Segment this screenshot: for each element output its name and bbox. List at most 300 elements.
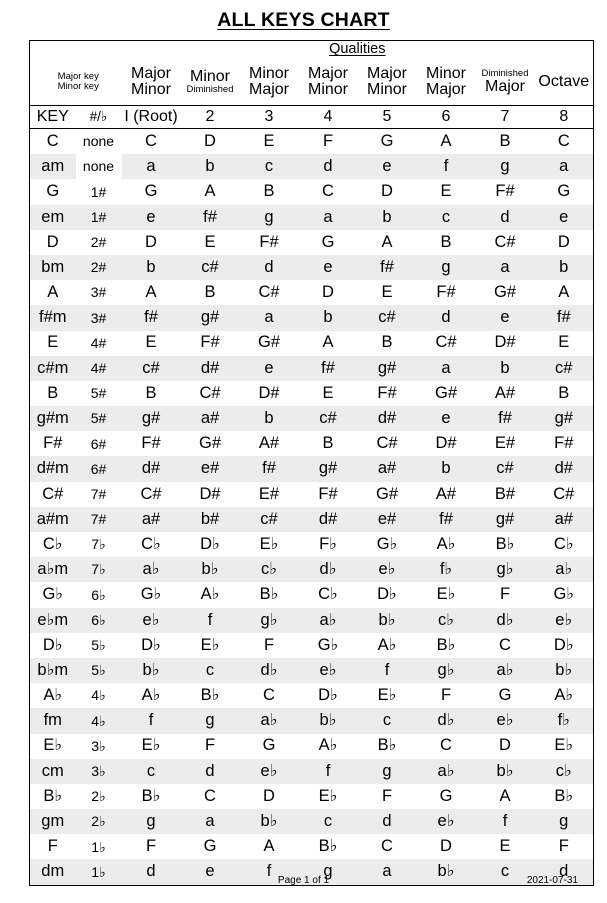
quality-header-8 <box>535 59 594 106</box>
cell-degree-6: A♭ <box>436 534 456 553</box>
cell-degree-3: c# <box>240 507 299 532</box>
table-row <box>30 381 594 406</box>
cell-degree-3: a <box>240 305 299 330</box>
table-row <box>30 834 594 859</box>
cell-degree-6: D# <box>435 434 457 453</box>
cell-degree-1: g# <box>122 406 181 431</box>
cell-degree-4: A <box>322 333 334 352</box>
cell-degree-7: g# <box>476 507 535 532</box>
table-body <box>30 41 594 886</box>
cell-degree-3: E♭ <box>259 534 279 553</box>
degree-header-5: 5 <box>358 106 417 129</box>
table-row <box>30 280 594 305</box>
table-row <box>30 305 594 330</box>
cell-degree-7: a <box>476 255 535 280</box>
cell-degree-4: F <box>322 131 334 150</box>
cell-degree-7: c <box>476 859 535 885</box>
cell-degree-1: d <box>122 859 181 885</box>
cell-degree-7: B# <box>494 484 516 503</box>
cell-degree-3: F <box>263 635 275 654</box>
cell-degree-2: g# <box>181 305 240 330</box>
cell-degree-1: D <box>145 232 157 251</box>
cell-degree-5: g# <box>358 356 417 381</box>
cell-degree-5: c <box>358 708 417 733</box>
table-row <box>30 708 594 733</box>
cell-degree-6: A# <box>435 484 457 503</box>
cell-key: cm <box>30 759 76 784</box>
cell-degree-3: g♭ <box>240 608 299 633</box>
cell-degree-6: g♭ <box>417 658 476 683</box>
cell-degree-5: A <box>381 232 393 251</box>
table-row <box>30 456 594 481</box>
cell-degree-8: e <box>535 205 594 230</box>
cell-degree-5: B <box>381 333 393 352</box>
cell-degree-5: b <box>358 205 417 230</box>
degree-header-4: 4 <box>299 106 358 129</box>
cell-degree-2: F <box>204 736 216 755</box>
cell-degree-1: D♭ <box>141 635 161 654</box>
cell-key: D <box>46 232 59 251</box>
cell-key: b♭m <box>30 658 76 683</box>
cell-degree-8: C# <box>553 484 575 503</box>
cell-key: d#m <box>30 456 76 481</box>
cell-key: dm <box>30 859 76 885</box>
page-number: Page 1 of 1 <box>277 875 330 886</box>
table-row <box>30 809 594 834</box>
cell-degree-7: B♭ <box>495 534 515 553</box>
cell-degree-5: f <box>358 658 417 683</box>
cell-degree-2: b♭ <box>181 557 240 582</box>
qualities-spacer <box>30 41 122 60</box>
cell-degree-7: F <box>499 585 511 604</box>
cell-accidental: 4# <box>76 356 122 381</box>
cell-degree-5: d <box>358 809 417 834</box>
cell-degree-1: g <box>122 809 181 834</box>
cell-degree-8: F# <box>554 434 574 453</box>
table-row <box>30 482 594 507</box>
cell-degree-5: F# <box>377 383 397 402</box>
quality-major: Diminished <box>481 68 529 80</box>
cell-degree-4: d# <box>299 507 358 532</box>
cell-degree-4: F♭ <box>319 534 337 553</box>
cell-accidental: none <box>76 154 122 179</box>
cell-degree-6: e♭ <box>417 809 476 834</box>
table-row <box>30 734 594 759</box>
cell-degree-3: d <box>240 255 299 280</box>
cell-degree-5: B♭ <box>377 736 397 755</box>
table-row <box>30 633 594 658</box>
cell-degree-1: e <box>122 205 181 230</box>
cell-key: E♭ <box>43 736 63 755</box>
quality-major: Octave <box>538 73 590 90</box>
cell-accidental: 6# <box>76 456 122 481</box>
cell-degree-8: E♭ <box>554 736 574 755</box>
cell-accidental: 2# <box>76 255 122 280</box>
cell-degree-3: d♭ <box>240 658 299 683</box>
cell-degree-2: C <box>204 786 216 805</box>
cell-degree-8: d <box>535 859 594 885</box>
cell-degree-1: c <box>122 759 181 784</box>
cell-degree-5: f# <box>358 255 417 280</box>
cell-degree-2: D# <box>199 484 221 503</box>
quality-header-7 <box>476 59 535 106</box>
cell-degree-3: g <box>240 205 299 230</box>
cell-degree-1: A♭ <box>141 686 161 705</box>
cell-degree-5: c# <box>358 305 417 330</box>
cell-degree-2: f <box>181 608 240 633</box>
cell-degree-3: f <box>240 859 299 885</box>
quality-header-3 <box>240 59 299 106</box>
cell-degree-2: B <box>204 283 216 302</box>
cell-degree-4: f# <box>299 356 358 381</box>
cell-degree-4: B♭ <box>318 837 338 856</box>
cell-degree-6: F <box>440 686 452 705</box>
table-row <box>30 784 594 809</box>
cell-degree-4: e♭ <box>299 658 358 683</box>
quality-major: Minor <box>248 65 289 82</box>
cell-degree-4: f <box>299 759 358 784</box>
cell-degree-2: b <box>181 154 240 179</box>
cell-degree-7: C# <box>494 232 516 251</box>
cell-degree-5: C <box>381 837 393 856</box>
cell-degree-8: G♭ <box>553 585 575 604</box>
quality-stack <box>476 69 535 95</box>
cell-accidental: 2♭ <box>76 809 122 834</box>
cell-degree-2: C# <box>199 383 221 402</box>
cell-degree-4: g# <box>299 456 358 481</box>
cell-degree-4: A♭ <box>318 736 338 755</box>
cell-degree-4: a♭ <box>299 608 358 633</box>
cell-degree-4: d♭ <box>299 557 358 582</box>
cell-degree-7: e <box>476 305 535 330</box>
cell-accidental: 4# <box>90 334 107 351</box>
cell-accidental: 1♭ <box>91 838 106 855</box>
cell-degree-2: a# <box>181 406 240 431</box>
cell-degree-4: D♭ <box>318 686 338 705</box>
cell-degree-4: C <box>322 182 334 201</box>
cell-degree-2: a <box>181 809 240 834</box>
cell-degree-1: E <box>145 333 157 352</box>
cell-degree-3: c♭ <box>240 557 299 582</box>
cell-degree-5: e# <box>358 507 417 532</box>
cell-accidental: none <box>76 129 122 155</box>
cell-degree-5: E <box>381 283 393 302</box>
cell-degree-4: C♭ <box>318 585 338 604</box>
table-row <box>30 557 594 582</box>
cell-degree-8: C <box>557 131 570 150</box>
cell-degree-5: D <box>381 182 393 201</box>
cell-degree-8: e♭ <box>535 608 594 633</box>
cell-degree-6: f# <box>417 507 476 532</box>
quality-major: Major <box>307 65 348 82</box>
accidental-column-header: #/♭ <box>76 106 122 129</box>
table-row <box>30 129 594 155</box>
cell-degree-3: F# <box>259 232 279 251</box>
page-footer <box>29 875 578 891</box>
cell-accidental: 2# <box>90 234 107 250</box>
cell-degree-7: D# <box>494 333 516 352</box>
cell-degree-4: b♭ <box>299 708 358 733</box>
cell-degree-5: d# <box>358 406 417 431</box>
cell-degree-8: f# <box>535 305 594 330</box>
cell-degree-6: C <box>440 736 452 755</box>
cell-degree-8: a♭ <box>535 557 594 582</box>
cell-accidental: 5♭ <box>91 637 106 653</box>
cell-degree-1: B <box>145 383 157 402</box>
cell-degree-3: B♭ <box>259 585 279 604</box>
cell-degree-2: B♭ <box>200 686 220 705</box>
all-keys-table <box>29 40 594 886</box>
cell-degree-3: A <box>263 837 275 856</box>
cell-degree-6: B <box>440 232 452 251</box>
cell-accidental: 3# <box>90 284 107 301</box>
quality-minor: Major <box>425 81 466 98</box>
table-row <box>30 205 594 230</box>
cell-key: bm <box>30 255 76 280</box>
cell-degree-1: E♭ <box>141 736 161 755</box>
minor-key-label: Minor key <box>57 81 99 92</box>
cell-degree-1: b♭ <box>122 658 181 683</box>
cell-degree-6: B♭ <box>436 635 456 654</box>
cell-degree-6: E♭ <box>436 585 456 604</box>
cell-degree-2: E♭ <box>200 635 220 654</box>
root-column-header: I (Root) <box>122 106 181 129</box>
cell-degree-2: b# <box>181 507 240 532</box>
cell-degree-3: D# <box>258 383 280 402</box>
cell-degree-5: G <box>380 131 394 150</box>
cell-degree-7: E# <box>494 434 516 453</box>
cell-degree-1: a# <box>122 507 181 532</box>
quality-minor: Major <box>484 77 525 95</box>
table-row <box>30 356 594 381</box>
cell-degree-4: F# <box>318 484 338 503</box>
cell-degree-7: D <box>499 736 511 755</box>
cell-degree-1: C# <box>140 484 162 503</box>
cell-accidental: 6♭ <box>76 608 122 633</box>
cell-degree-4: G♭ <box>317 635 339 654</box>
cell-degree-1: G <box>144 182 158 201</box>
cell-degree-3: E <box>263 131 275 150</box>
cell-degree-6: b♭ <box>417 859 476 885</box>
cell-degree-7: b <box>476 356 535 381</box>
cell-accidental: 4♭ <box>91 687 106 704</box>
cell-degree-3: b♭ <box>240 809 299 834</box>
cell-degree-7: g♭ <box>476 557 535 582</box>
page-title <box>0 0 607 32</box>
cell-degree-6: b <box>417 456 476 481</box>
all-keys-table-wrapper <box>29 40 590 886</box>
table-row <box>30 532 594 557</box>
cell-accidental: 6♭ <box>91 586 106 603</box>
cell-degree-4: E♭ <box>318 786 338 805</box>
page-title-text: ALL KEYS CHART <box>217 9 390 31</box>
cell-degree-7: a♭ <box>476 658 535 683</box>
cell-degree-2: e <box>181 859 240 885</box>
cell-degree-1: c# <box>122 356 181 381</box>
cell-key: e♭m <box>30 608 76 633</box>
cell-degree-2: d <box>181 759 240 784</box>
cell-degree-5: A♭ <box>377 635 397 654</box>
cell-accidental: 3♭ <box>76 759 122 784</box>
cell-key: A♭ <box>43 686 63 705</box>
cell-degree-7: E <box>499 837 511 856</box>
cell-degree-8: G <box>557 182 571 201</box>
cell-key: C♭ <box>42 534 63 553</box>
cell-degree-3: D <box>263 786 275 805</box>
cell-degree-6: G <box>439 786 453 805</box>
cell-key: em <box>30 205 76 230</box>
cell-degree-6: E <box>440 182 452 201</box>
cell-accidental: 5# <box>76 406 122 431</box>
cell-degree-7: f# <box>476 406 535 431</box>
cell-degree-1: f# <box>122 305 181 330</box>
cell-degree-3: e <box>240 356 299 381</box>
degree-header-2: 2 <box>181 106 240 129</box>
cell-key: gm <box>30 809 76 834</box>
quality-major: Minor <box>189 68 230 86</box>
cell-accidental: 7# <box>90 485 107 502</box>
cell-degree-5: G♭ <box>376 534 398 553</box>
cell-degree-6: D <box>440 837 452 856</box>
cell-degree-6: a <box>417 356 476 381</box>
cell-accidental: 3# <box>76 305 122 330</box>
table-row <box>30 255 594 280</box>
cell-degree-5: e <box>358 154 417 179</box>
cell-degree-7: f <box>476 809 535 834</box>
cell-degree-7: e♭ <box>476 708 535 733</box>
cell-degree-8: d# <box>535 456 594 481</box>
quality-minor: Diminished <box>186 84 234 96</box>
cell-degree-4: D <box>322 283 334 302</box>
quality-major: Major <box>366 65 407 82</box>
degree-header-8: 8 <box>535 106 594 129</box>
table-row <box>30 431 594 456</box>
table-row <box>30 406 594 431</box>
cell-accidental: 4♭ <box>76 708 122 733</box>
table-row <box>30 331 594 356</box>
cell-degree-6: a♭ <box>417 759 476 784</box>
cell-key: a♭m <box>30 557 76 582</box>
cell-degree-1: F <box>145 837 157 856</box>
cell-key: F# <box>43 434 63 453</box>
degree-header-6: 6 <box>417 106 476 129</box>
cell-degree-7: c# <box>476 456 535 481</box>
quality-stack <box>299 66 358 98</box>
key-column-header: KEY <box>30 106 76 129</box>
cell-degree-4: E <box>322 383 334 402</box>
cell-degree-3: c <box>240 154 299 179</box>
quality-stack <box>535 74 594 90</box>
cell-degree-8: f♭ <box>535 708 594 733</box>
cell-key: g#m <box>30 406 76 431</box>
cell-accidental: 1♭ <box>76 859 122 885</box>
table-row <box>30 507 594 532</box>
cell-key: f#m <box>30 305 76 330</box>
degree-header-row <box>30 106 594 129</box>
cell-key: C# <box>42 484 64 503</box>
cell-degree-7: A# <box>494 383 516 402</box>
major-key-label: Major key <box>57 71 99 83</box>
cell-degree-8: c♭ <box>535 759 594 784</box>
cell-degree-6: g <box>417 255 476 280</box>
cell-accidental: 1# <box>76 205 122 230</box>
cell-degree-3: C <box>263 686 275 705</box>
cell-degree-8: g <box>535 809 594 834</box>
cell-degree-2: A♭ <box>200 585 220 604</box>
cell-degree-8: A <box>558 283 570 302</box>
cell-degree-6: f♭ <box>417 557 476 582</box>
quality-minor: Minor <box>366 81 407 98</box>
cell-key: a#m <box>30 507 76 532</box>
cell-degree-6: A <box>440 131 452 150</box>
cell-degree-7: C <box>499 635 511 654</box>
key-type-labels <box>30 59 122 106</box>
quality-major: Major <box>130 65 171 82</box>
cell-key: D♭ <box>42 635 63 654</box>
cell-key: G <box>46 182 60 201</box>
cell-degree-7: d♭ <box>476 608 535 633</box>
cell-degree-4: b <box>299 305 358 330</box>
cell-degree-2: c# <box>181 255 240 280</box>
cell-degree-4: a <box>299 205 358 230</box>
cell-degree-7: d <box>476 205 535 230</box>
cell-accidental: 7♭ <box>91 536 106 553</box>
quality-minor: Minor <box>307 81 348 98</box>
quality-names-row <box>30 59 594 106</box>
cell-degree-4: B <box>322 434 334 453</box>
quality-header-6 <box>417 59 476 106</box>
cell-degree-4: e <box>299 255 358 280</box>
cell-degree-5: a <box>358 859 417 885</box>
cell-degree-7: B <box>499 131 511 150</box>
table-row <box>30 230 594 255</box>
cell-degree-4: c <box>299 809 358 834</box>
cell-degree-2: A <box>204 182 216 201</box>
cell-degree-2: G <box>203 837 217 856</box>
cell-degree-4: d <box>299 154 358 179</box>
cell-degree-1: F# <box>141 434 161 453</box>
cell-degree-1: b <box>122 255 181 280</box>
quality-header-5 <box>358 59 417 106</box>
cell-degree-3: G <box>262 736 276 755</box>
quality-minor: Major <box>248 81 289 98</box>
cell-degree-2: g <box>181 708 240 733</box>
cell-degree-8: a <box>535 154 594 179</box>
cell-degree-3: a♭ <box>240 708 299 733</box>
cell-degree-2: F# <box>200 333 220 352</box>
cell-degree-2: E <box>204 232 216 251</box>
cell-degree-8: D <box>557 232 570 251</box>
cell-degree-8: D♭ <box>553 635 574 654</box>
table-row <box>30 658 594 683</box>
cell-degree-3: f# <box>240 456 299 481</box>
cell-degree-3: A# <box>258 434 280 453</box>
cell-degree-7: b♭ <box>476 759 535 784</box>
cell-degree-1: a♭ <box>122 557 181 582</box>
cell-degree-5: e♭ <box>358 557 417 582</box>
cell-degree-1: G♭ <box>140 585 162 604</box>
cell-degree-2: f# <box>181 205 240 230</box>
cell-key: B♭ <box>43 786 63 805</box>
cell-degree-7: F# <box>495 182 515 201</box>
cell-degree-8: a# <box>535 507 594 532</box>
cell-degree-6: c <box>417 205 476 230</box>
cell-degree-3: B <box>263 182 275 201</box>
quality-stack <box>240 66 299 98</box>
table-row <box>30 683 594 708</box>
cell-degree-5: G# <box>375 484 398 503</box>
cell-degree-8: B <box>558 383 570 402</box>
